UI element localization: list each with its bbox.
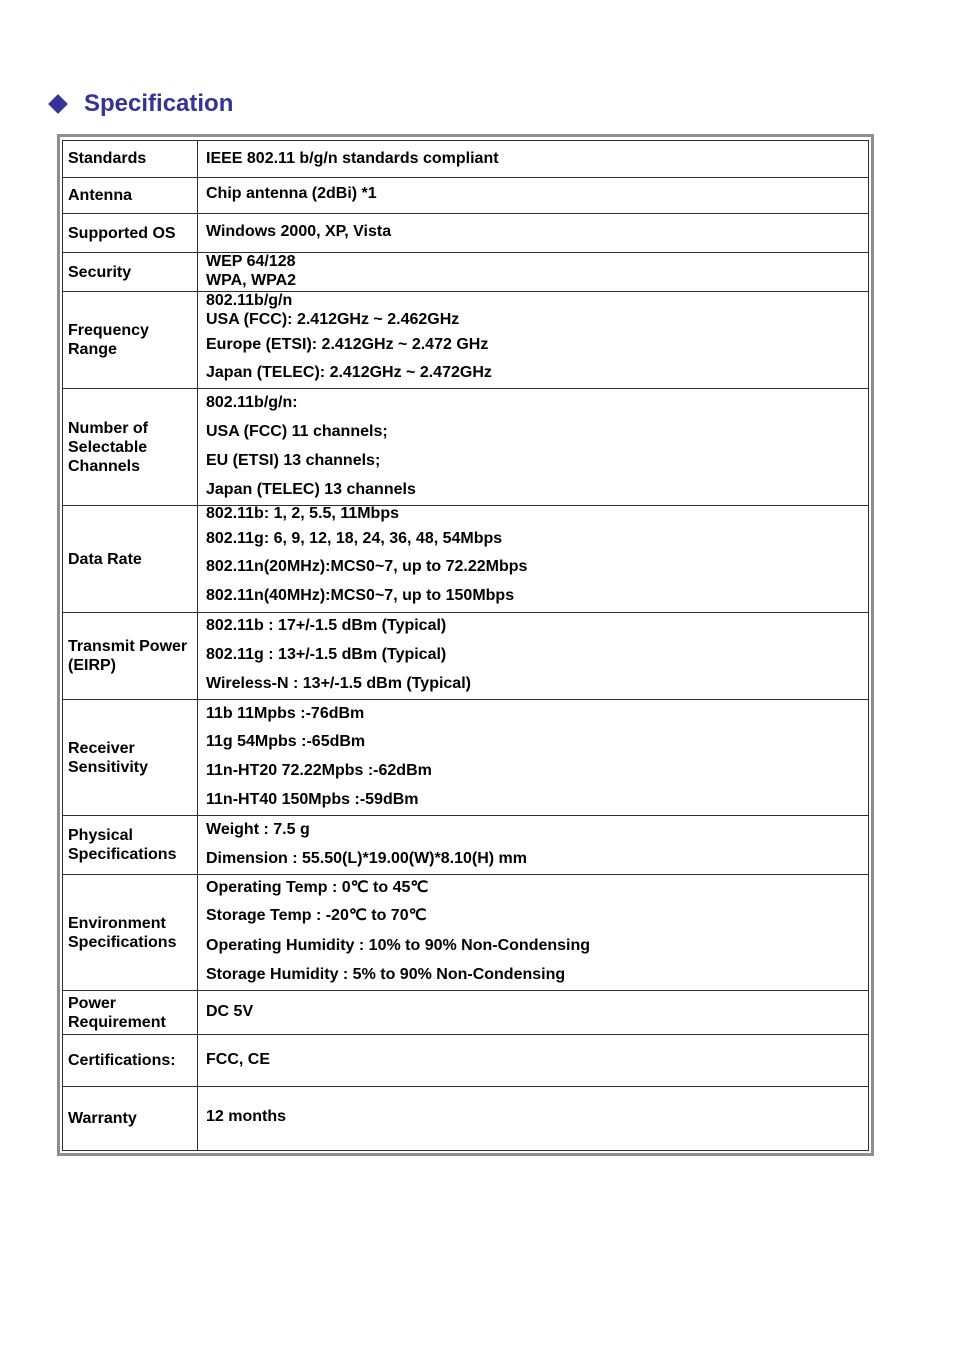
spec-label-cell xyxy=(62,140,197,177)
spec-label-cell xyxy=(62,700,197,815)
spec-value-cell xyxy=(198,253,869,291)
spec-label-cell xyxy=(62,292,197,388)
spec-value-cell xyxy=(198,140,869,177)
section-heading xyxy=(0,0,954,130)
spec-value: 11b 11Mpbs :-76dBm xyxy=(206,705,365,722)
spec-value-cell xyxy=(198,613,869,699)
spec-value: Operating Temp : 0℃ to 45℃ xyxy=(206,879,429,896)
spec-label-cell xyxy=(62,214,197,252)
spec-row xyxy=(62,1086,869,1150)
spec-row xyxy=(62,874,869,990)
spec-label: Range xyxy=(68,341,117,358)
spec-label: Physical xyxy=(68,827,133,844)
spec-label-cell xyxy=(62,875,197,990)
spec-value-cell xyxy=(198,700,869,815)
spec-value-cell xyxy=(198,292,869,388)
spec-value: Europe (ETSI): 2.412GHz ~ 2.472 GHz xyxy=(206,336,489,353)
spec-value: 11g 54Mpbs :-65dBm xyxy=(206,733,366,750)
spec-label: Power xyxy=(68,994,117,1012)
spec-value: 11n-HT20 72.22Mpbs :-62dBm xyxy=(206,762,432,779)
spec-row xyxy=(62,213,869,252)
spec-label: Frequency xyxy=(68,322,149,339)
spec-row xyxy=(62,388,869,505)
spec-value: Chip antenna (2dBi) *1 xyxy=(206,185,377,202)
spec-value: 802.11b/g/n xyxy=(206,292,293,309)
spec-label: Requirement xyxy=(68,1013,166,1031)
spec-value: 802.11g : 13+/-1.5 dBm (Typical) xyxy=(206,646,447,663)
spec-value: 11n-HT40 150Mpbs :-59dBm xyxy=(206,791,419,808)
spec-label: Warranty xyxy=(68,1110,137,1127)
spec-value: IEEE 802.11 b/g/n standards compliant xyxy=(206,150,499,167)
spec-value: 802.11b: 1, 2, 5.5, 11Mbps xyxy=(206,505,399,522)
spec-row xyxy=(62,252,869,291)
spec-value-cell xyxy=(198,1035,869,1086)
spec-row xyxy=(62,815,869,874)
spec-value: 802.11n(40MHz):MCS0~7, up to 150Mbps xyxy=(206,587,515,604)
spec-value-cell xyxy=(198,178,869,213)
spec-label: Specifications xyxy=(68,846,177,863)
spec-value: Wireless-N : 13+/-1.5 dBm (Typical) xyxy=(206,675,471,692)
spec-label: Channels xyxy=(68,457,141,475)
spec-value-cell xyxy=(198,389,869,505)
spec-value-cell xyxy=(198,506,869,612)
spec-value: 802.11b : 17+/-1.5 dBm (Typical) xyxy=(206,617,447,634)
spec-value: 802.11n(20MHz):MCS0~7, up to 72.22Mbps xyxy=(206,558,528,575)
spec-label: Specifications xyxy=(68,933,177,951)
spec-label-cell xyxy=(62,816,197,874)
spec-value: USA (FCC): 2.412GHz ~ 2.462GHz xyxy=(206,311,460,328)
spec-value: WPA, WPA2 xyxy=(206,272,297,289)
spec-label: Environment xyxy=(68,914,166,932)
spec-row xyxy=(62,612,869,699)
spec-value: EU (ETSI) 13 channels; xyxy=(206,452,381,469)
spec-label-cell xyxy=(62,1087,197,1150)
spec-value: WEP 64/128 xyxy=(206,253,296,270)
spec-value: FCC, CE xyxy=(206,1051,270,1068)
page-title: Specification xyxy=(84,90,234,117)
spec-value: DC 5V xyxy=(206,1003,254,1020)
spec-value: Japan (TELEC): 2.412GHz ~ 2.472GHz xyxy=(206,364,492,381)
spec-label-cell xyxy=(62,506,197,612)
spec-label: Supported OS xyxy=(68,224,176,242)
spec-value: Storage Temp : -20℃ to 70℃ xyxy=(206,907,427,924)
diamond-icon xyxy=(48,94,68,114)
spec-row xyxy=(62,699,869,815)
spec-label: Standards xyxy=(68,150,147,167)
spec-label: Number of xyxy=(68,419,148,437)
spec-row xyxy=(62,291,869,388)
spec-value: 12 months xyxy=(206,1108,287,1125)
spec-label: Data Rate xyxy=(68,550,142,568)
spec-row xyxy=(62,990,869,1034)
spec-value: 802.11g: 6, 9, 12, 18, 24, 36, 48, 54Mbps xyxy=(206,530,503,547)
spec-row xyxy=(62,177,869,213)
spec-label-cell xyxy=(62,991,197,1034)
spec-label: (EIRP) xyxy=(68,657,116,674)
spec-label: Antenna xyxy=(68,187,132,204)
spec-row xyxy=(62,1034,869,1086)
spec-label: Receiver xyxy=(68,739,135,757)
spec-label-cell xyxy=(62,178,197,213)
spec-value: 802.11b/g/n: xyxy=(206,394,298,411)
spec-label-cell xyxy=(62,253,197,291)
spec-value: USA (FCC) 11 channels; xyxy=(206,423,388,440)
spec-row xyxy=(62,140,869,177)
column-divider xyxy=(197,140,198,1151)
spec-label-cell xyxy=(62,613,197,699)
spec-label-cell xyxy=(62,389,197,505)
spec-value: Windows 2000, XP, Vista xyxy=(206,223,392,240)
spec-value-cell xyxy=(198,875,869,990)
spec-value: Operating Humidity : 10% to 90% Non-Condensing xyxy=(206,937,591,954)
spec-label: Certifications: xyxy=(68,1052,176,1069)
spec-row xyxy=(62,505,869,612)
spec-value-cell xyxy=(198,214,869,252)
spec-value: Storage Humidity : 5% to 90% Non-Condensing xyxy=(206,966,566,983)
spec-label: Selectable xyxy=(68,438,148,456)
spec-label: Transmit Power xyxy=(68,638,188,655)
spec-value-cell xyxy=(198,991,869,1034)
spec-value-cell xyxy=(198,816,869,874)
spec-value: Japan (TELEC) 13 channels xyxy=(206,481,416,498)
spec-label-cell xyxy=(62,1035,197,1086)
spec-table xyxy=(62,140,869,1151)
spec-label: Sensitivity xyxy=(68,758,149,776)
spec-value-cell xyxy=(198,1087,869,1150)
spec-label: Security xyxy=(68,263,132,281)
spec-value: Dimension : 55.50(L)*19.00(W)*8.10(H) mm xyxy=(206,850,527,867)
spec-value: Weight : 7.5 g xyxy=(206,821,310,838)
